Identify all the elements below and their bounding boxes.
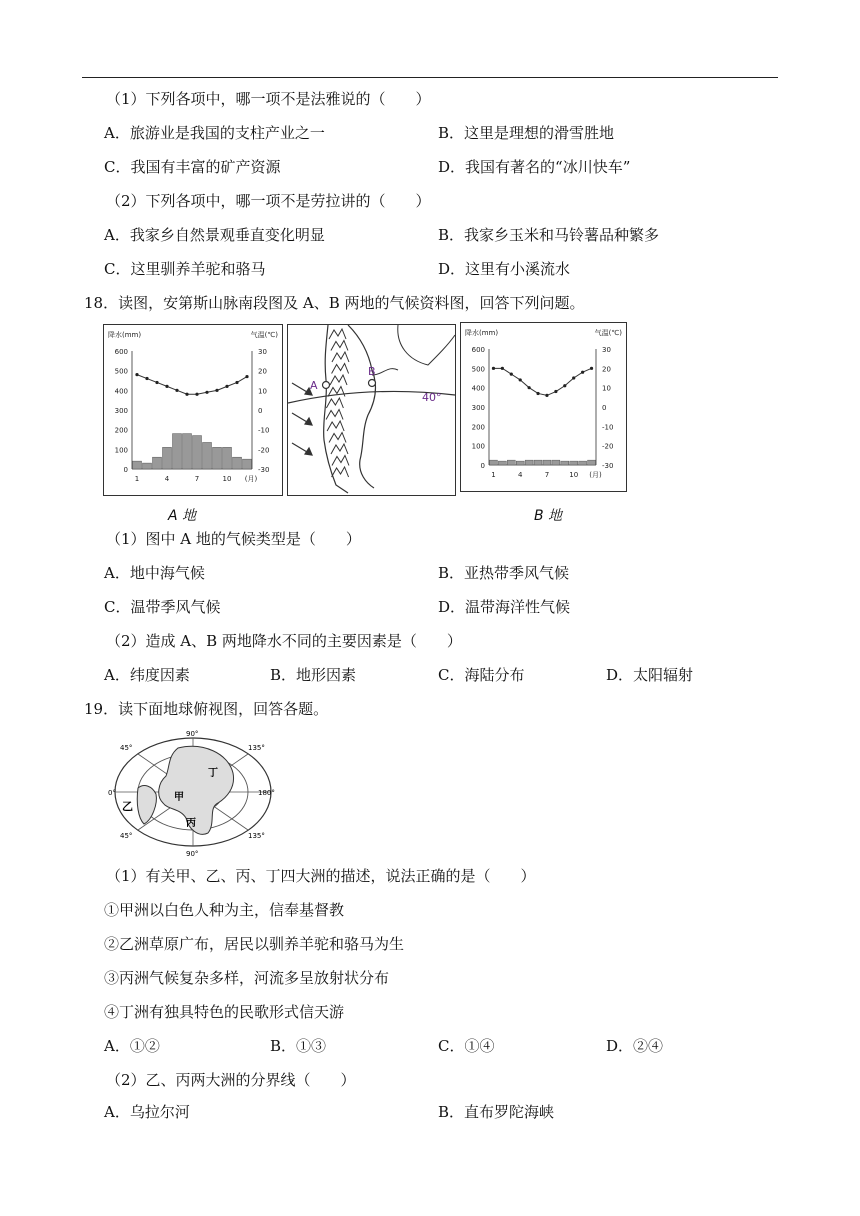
y-tick-right: -10: [602, 423, 614, 432]
q18-sub1-option-b[interactable]: B．亚热带季风气候: [438, 564, 570, 582]
ylabel-left: 降水(mm): [465, 329, 499, 337]
y-tick-right: 10: [258, 387, 267, 396]
wind-arrows: [292, 383, 312, 455]
q19-sub1-option-d[interactable]: D．②④: [606, 1037, 664, 1055]
precip-bar: [243, 459, 252, 469]
river: [372, 369, 398, 375]
continent-yi: 乙: [122, 800, 133, 813]
mountain-icon: [331, 444, 348, 454]
polar-view-svg: [108, 728, 278, 858]
precip-bar: [534, 460, 542, 465]
lon-label-top-right: 135°: [248, 744, 265, 752]
temp-point: [563, 384, 566, 387]
temp-point: [165, 385, 168, 388]
climate-chart-b: [460, 322, 627, 492]
temp-line: [493, 368, 591, 395]
point-b-label: B: [368, 365, 376, 378]
estuary: [398, 325, 455, 365]
andes-map-svg: [288, 325, 455, 495]
temp-point: [528, 386, 531, 389]
y-tick-right: 10: [602, 384, 611, 393]
temp-point: [536, 392, 539, 395]
temp-point: [492, 367, 495, 370]
mountain-icon: [327, 421, 344, 431]
x-tick: 1: [491, 471, 496, 479]
east-coast: [348, 325, 375, 488]
q19-statement-2: ②乙洲草原广布，居民以驯养羊驼和骆马为生: [104, 935, 405, 953]
y-tick-right: 0: [602, 404, 607, 412]
mountain-icon: [329, 433, 346, 443]
q18-sub1-stem: （1）图中 A 地的气候类型是（ ）: [106, 530, 361, 548]
precip-bar: [498, 461, 506, 465]
y-tick-left: 100: [114, 446, 128, 455]
precip-bar: [543, 460, 551, 465]
precip-bar: [233, 457, 242, 469]
q19-sub1-option-c[interactable]: C．①④: [438, 1037, 495, 1055]
q18-sub1-option-d[interactable]: D．温带海洋性气候: [438, 598, 571, 616]
q19-sub1-option-b[interactable]: B．①③: [270, 1037, 327, 1055]
precip-bar: [516, 461, 524, 465]
y-tick-left: 300: [471, 404, 485, 412]
climate-chart-a: [103, 324, 283, 496]
lon-label-top: 90°: [186, 730, 199, 738]
y-tick-right: 30: [258, 348, 267, 356]
mountain-icon: [332, 364, 349, 374]
q19-sub2-stem: （2）乙、丙两大洲的分界线（ ）: [106, 1071, 356, 1089]
temp-point: [155, 381, 158, 384]
temp-point: [145, 377, 148, 380]
q19-statement-4: ④丁洲有独具特色的民歌形式信天游: [104, 1003, 345, 1021]
precip-bar: [579, 461, 587, 465]
precip-bar: [223, 447, 232, 469]
q17-sub2-stem: （2）下列各项中，哪一项不是劳拉讲的（ ）: [106, 192, 431, 210]
temp-point: [175, 389, 178, 392]
q18-sub1-option-a[interactable]: A．地中海气候: [104, 564, 205, 582]
temp-point: [135, 373, 138, 376]
precip-bar: [163, 447, 172, 469]
x-tick: 4: [164, 475, 170, 483]
y-tick-left: 600: [471, 346, 485, 354]
q17-sub1-option-a[interactable]: A．旅游业是我国的支柱产业之一: [104, 124, 325, 142]
q18-sub1-option-c[interactable]: C．温带季风气候: [104, 598, 221, 616]
y-tick-left: 200: [471, 423, 485, 432]
precip-bar: [133, 461, 142, 469]
lon-label-top-left: 45°: [120, 744, 133, 752]
header-rule: [82, 77, 778, 78]
lon-label-right: 180°: [258, 789, 275, 797]
continent-bing: 丙: [186, 818, 196, 829]
temp-point: [205, 391, 208, 394]
mountain-icon: [332, 352, 349, 362]
x-tick: 7: [544, 471, 550, 479]
y-tick-left: 200: [114, 426, 128, 435]
q18-sub2-option-b[interactable]: B．地形因素: [270, 666, 357, 684]
mountain-icon: [326, 398, 343, 408]
precip-bar: [490, 460, 498, 465]
q19-sub2-option-a[interactable]: A．乌拉尔河: [104, 1103, 190, 1121]
y-tick-left: 400: [114, 387, 128, 396]
temp-point: [572, 376, 575, 379]
q19-statement-3: ③丙洲气候复杂多样，河流多呈放射状分布: [104, 969, 390, 987]
q18-sub2-option-a[interactable]: A．纬度因素: [104, 666, 190, 684]
precip-bar: [143, 463, 152, 469]
q19-statement-1: ①甲洲以白色人种为主，信奉基督教: [104, 901, 345, 919]
x-tick: 1: [134, 475, 140, 483]
q17-sub2-option-c[interactable]: C．这里驯养羊驼和骆马: [104, 260, 266, 278]
precip-bar: [588, 460, 596, 465]
temp-point: [519, 378, 522, 381]
x-tick: 7: [194, 475, 200, 483]
precip-bar: [153, 457, 162, 469]
precip-bar: [193, 436, 202, 469]
mountain-icon: [332, 456, 349, 466]
temp-point: [215, 389, 218, 392]
y-tick-left: 100: [471, 442, 485, 451]
q18-sub2-stem: （2）造成 A、B 两地降水不同的主要因素是（ ）: [106, 632, 462, 650]
precip-bar: [552, 460, 560, 465]
y-tick-right: -10: [258, 426, 270, 435]
q17-sub2-option-d[interactable]: D．这里有小溪流水: [438, 260, 571, 278]
wind-arrowhead: [305, 448, 312, 455]
andes-mountains: [326, 329, 349, 477]
y-tick-right: -20: [258, 446, 270, 455]
q17-sub2-option-a[interactable]: A．我家乡自然景观垂直变化明显: [104, 226, 325, 244]
precip-bar: [213, 447, 222, 469]
q18-sub2-option-d[interactable]: D．太阳辐射: [606, 666, 694, 684]
precip-bar: [561, 461, 569, 465]
mountain-icon: [326, 410, 343, 420]
precip-bar: [203, 442, 212, 469]
y-tick-left: 400: [471, 384, 485, 393]
point-a-label: A: [310, 379, 318, 392]
y-tick-left: 300: [114, 407, 128, 415]
x-tick: 4: [517, 471, 523, 479]
point-a: [323, 382, 330, 389]
q17-sub1-option-d[interactable]: D．我国有著名的“冰川快车”: [438, 158, 631, 176]
temp-point: [501, 367, 504, 370]
polar-view-map: [108, 728, 278, 858]
mountain-icon: [332, 467, 349, 477]
landmass: [159, 746, 234, 834]
ylabel-right: 气温(℃): [594, 329, 622, 337]
precip-bar: [525, 460, 533, 465]
temp-point: [590, 367, 593, 370]
lon-label-left: 0°: [108, 789, 116, 797]
temp-point: [185, 393, 188, 396]
q19-sub2-option-b[interactable]: B．直布罗陀海峡: [438, 1103, 555, 1121]
y-tick-right: -30: [602, 462, 614, 470]
mountain-icon: [330, 375, 347, 385]
y-tick-left: 500: [471, 365, 485, 374]
temp-point: [510, 373, 513, 376]
climate-chart-a-caption: A 地: [168, 508, 197, 524]
continent-ding: 丁: [208, 768, 218, 779]
temp-point: [545, 394, 548, 397]
y-tick-left: 500: [114, 367, 128, 376]
y-tick-right: -20: [602, 442, 614, 451]
x-tick: 10: [569, 471, 579, 479]
continent-jia: 甲: [174, 792, 184, 803]
lon-label-bottom-right: 135°: [248, 832, 265, 840]
q18-sub2-option-c[interactable]: C．海陆分布: [438, 666, 525, 684]
andes-map: [287, 324, 456, 496]
mountain-icon: [329, 329, 346, 339]
y-tick-right: 30: [602, 346, 611, 354]
precip-bar: [183, 434, 192, 469]
lon-label-bottom: 90°: [186, 850, 199, 858]
temp-point: [245, 375, 248, 378]
ylabel-left: 降水(mm): [108, 331, 142, 339]
temp-point: [554, 390, 557, 393]
y-tick-left: 0: [480, 462, 485, 470]
y-tick-right: 20: [602, 365, 611, 374]
q17-sub2-option-b[interactable]: B．我家乡玉米和马铃薯品种繁多: [438, 226, 660, 244]
x-unit: (月): [589, 471, 602, 479]
y-tick-right: -30: [258, 466, 270, 474]
q18-stem: 18．读图，安第斯山脉南段图及 A、B 两地的气候资料图，回答下列问题。: [84, 294, 585, 312]
y-tick-left: 0: [123, 466, 128, 474]
climate-chart-b-svg: [461, 323, 626, 491]
y-tick-left: 600: [114, 348, 128, 356]
y-tick-right: 20: [258, 367, 267, 376]
mountain-icon: [331, 341, 348, 351]
point-b: [369, 380, 376, 387]
temp-point: [225, 385, 228, 388]
temp-point: [195, 393, 198, 396]
temp-line: [137, 375, 247, 395]
q17-sub1-option-c[interactable]: C．我国有丰富的矿产资源: [104, 158, 281, 176]
climate-chart-b-caption: B 地: [534, 508, 563, 524]
x-unit: (月): [244, 475, 258, 483]
latitude-label: 40°: [422, 391, 442, 404]
temp-point: [581, 371, 584, 374]
q19-stem: 19．读下面地球俯视图，回答各题。: [84, 700, 329, 718]
x-tick: 10: [222, 475, 232, 483]
wind-arrowhead: [305, 418, 312, 425]
climate-chart-a-svg: [104, 325, 282, 495]
precip-bar: [173, 434, 182, 469]
y-tick-right: 0: [258, 407, 263, 415]
precip-bar: [507, 460, 515, 465]
q19-sub1-stem: （1）有关甲、乙、丙、丁四大洲的描述，说法正确的是（ ）: [106, 867, 536, 885]
ylabel-right: 气温(℃): [250, 331, 278, 339]
precip-bar: [570, 461, 578, 465]
lon-label-bottom-left: 45°: [120, 832, 133, 840]
temp-point: [235, 381, 238, 384]
q19-sub1-option-a[interactable]: A．①②: [104, 1037, 160, 1055]
q17-sub1-option-b[interactable]: B．这里是理想的滑雪胜地: [438, 124, 615, 142]
q17-sub1-stem: （1）下列各项中，哪一项不是法雅说的（ ）: [106, 90, 431, 108]
